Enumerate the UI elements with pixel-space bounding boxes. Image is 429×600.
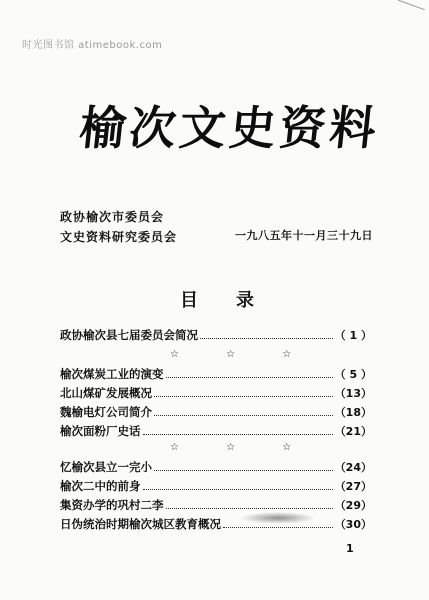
toc-leader-dots (154, 386, 333, 397)
section-separator: ☆ ☆ ☆ (170, 349, 314, 360)
toc-entry-page: （18） (334, 406, 372, 419)
toc-entry (60, 459, 372, 475)
document-title: 榆次文史资料 (76, 101, 383, 155)
toc-entry-page: （27） (334, 480, 372, 493)
toc-entry-title: 北山煤矿发展概况 (60, 386, 152, 400)
publisher-line-2: 文史资料研究委员会 (60, 230, 178, 244)
toc-entry-title: 榆次煤炭工业的演变 (60, 367, 164, 381)
toc-entry (60, 423, 372, 439)
toc-entry-page: （ 1 ） (334, 329, 372, 342)
toc-leader-dots (200, 328, 333, 339)
publisher-line-1: 政协榆次市委员会 (60, 210, 165, 224)
toc-entry (60, 516, 372, 532)
toc-entry (60, 478, 372, 494)
toc-entry-page: （24） (334, 461, 372, 474)
ink-smudge (240, 512, 316, 524)
toc-heading: 目录 (180, 290, 292, 311)
toc-leader-dots (166, 367, 333, 378)
toc-entry (60, 497, 372, 513)
toc-entry-title: 榆次二中的前身 (60, 479, 141, 493)
toc-entry-title: 政协榆次县七届委员会简况 (60, 328, 198, 342)
watermark: 时光图书馆 atimebook.com (22, 40, 163, 51)
toc-entry-title: 集资办学的巩村二李 (60, 498, 164, 512)
toc-entry-page: （29） (334, 499, 372, 512)
toc-entry-title: 日伪统治时期榆次城区教育概况 (60, 517, 221, 531)
toc-leader-dots (154, 405, 333, 416)
toc-entry-page: （ 5 ） (334, 368, 372, 381)
page-number: 1 (346, 542, 354, 555)
toc-entry (60, 366, 372, 382)
toc-entry-page: （30） (334, 518, 372, 531)
toc-entry (60, 327, 372, 343)
toc-entry-title: 榆次面粉厂史话 (60, 424, 141, 438)
scan-edge-mark (393, 0, 424, 23)
toc-leader-dots (143, 424, 333, 435)
toc-entry-page: （21） (334, 425, 372, 438)
toc-leader-dots (143, 479, 333, 490)
section-separator: ☆ ☆ ☆ (170, 442, 314, 453)
toc-entry-title: 魏榆电灯公司简介 (60, 405, 152, 419)
toc-entry (60, 385, 372, 401)
toc-leader-dots (154, 460, 333, 471)
toc-entry (60, 404, 372, 420)
toc-entry-title: 忆榆次县立一完小 (60, 460, 152, 474)
toc-leader-dots (166, 498, 333, 509)
toc-entry-page: （13） (334, 387, 372, 400)
publication-date: 一九八五年十一月三十九日 (235, 229, 373, 242)
